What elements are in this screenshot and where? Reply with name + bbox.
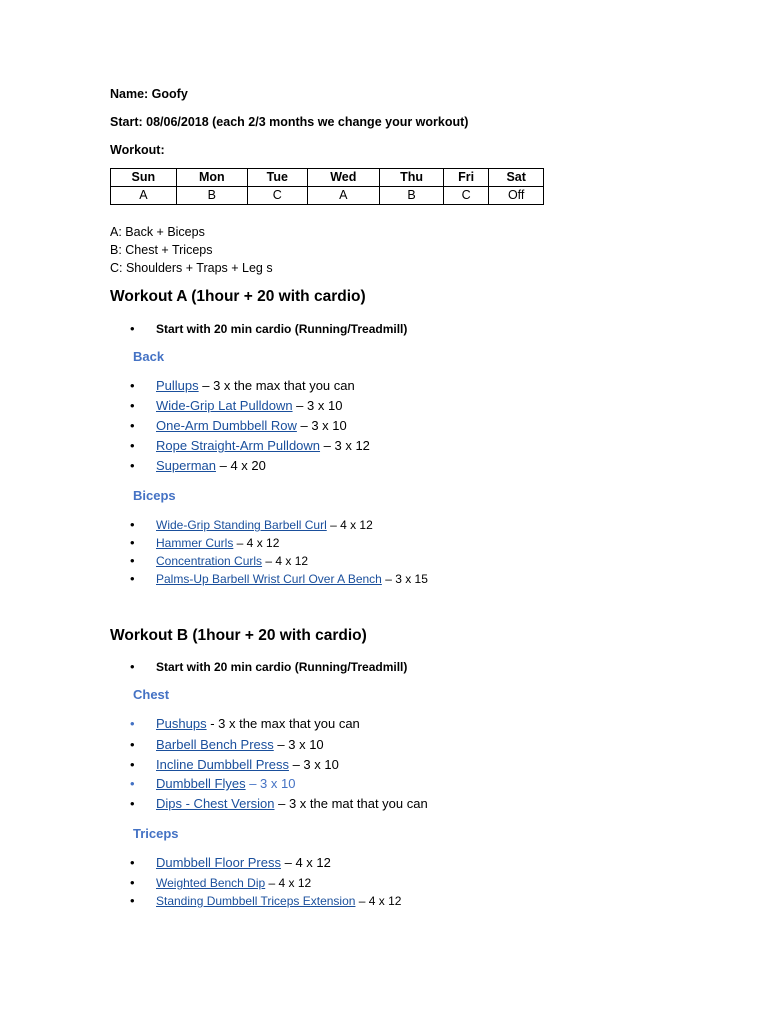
workout-a-cardio: • Start with 20 min cardio (Running/Treadmill) xyxy=(130,321,408,336)
exercise-link[interactable]: Concentration Curls xyxy=(156,554,263,568)
workout-b-heading: Workout B (1hour + 20 with cardio) xyxy=(110,627,367,644)
weekly-schedule-table xyxy=(110,168,544,205)
list-item: • Concentration Curls – 4 x 12 xyxy=(130,553,309,568)
list-item: • Dumbbell Floor Press – 4 x 12 xyxy=(130,855,331,870)
chest-subheading: Chest xyxy=(133,687,170,702)
list-item: • Wide-Grip Lat Pulldown – 3 x 10 xyxy=(130,398,343,413)
name-line: Name: Goofy xyxy=(110,87,188,101)
bullet-icon: • xyxy=(130,716,135,731)
list-item: • Incline Dumbbell Press – 3 x 10 xyxy=(130,757,339,772)
bullet-icon: • xyxy=(130,571,135,586)
exercise-link[interactable]: Wide-Grip Lat Pulldown xyxy=(156,398,293,413)
back-subheading: Back xyxy=(133,349,165,364)
bullet-icon: • xyxy=(130,418,135,433)
plan-cell: C xyxy=(247,187,307,205)
workout-a-heading: Workout A (1hour + 20 with cardio) xyxy=(110,288,366,305)
bullet-icon: • xyxy=(130,378,135,393)
bullet-icon: • xyxy=(130,535,135,550)
exercise-link[interactable]: Superman xyxy=(156,458,216,473)
exercise-link[interactable]: Dips - Chest Version xyxy=(156,796,275,811)
bullet-icon: • xyxy=(130,458,135,473)
bullet-icon: • xyxy=(130,893,135,908)
day-cell: Wed xyxy=(307,169,380,187)
day-cell: Thu xyxy=(380,169,444,187)
legend-b: B: Chest + Triceps xyxy=(110,243,213,257)
bullet-icon: • xyxy=(130,875,135,890)
list-item: • Dumbbell Flyes – 3 x 10 xyxy=(130,776,296,791)
exercise-link[interactable]: Pullups xyxy=(156,378,199,393)
bullet-icon: • xyxy=(130,796,135,811)
plan-cell: Off xyxy=(489,187,544,205)
list-item: • One-Arm Dumbbell Row – 3 x 10 xyxy=(130,418,347,433)
bullet-icon: • xyxy=(130,757,135,772)
exercise-link[interactable]: Palms-Up Barbell Wrist Curl Over A Bench xyxy=(156,572,382,586)
bullet-icon: • xyxy=(130,855,135,870)
bullet-icon: • xyxy=(130,398,135,413)
day-cell: Fri xyxy=(443,169,488,187)
day-cell: Tue xyxy=(247,169,307,187)
schedule-plan-row xyxy=(111,187,544,205)
day-cell: Mon xyxy=(176,169,247,187)
exercise-link[interactable]: Incline Dumbbell Press xyxy=(156,757,289,772)
list-item: • Pushups - 3 x the max that you can xyxy=(130,716,360,731)
workout-label: Workout: xyxy=(110,143,165,157)
exercise-link[interactable]: Standing Dumbbell Triceps Extension xyxy=(156,894,356,908)
day-cell: Sun xyxy=(111,169,177,187)
bullet-icon: • xyxy=(130,553,135,568)
legend-a: A: Back + Biceps xyxy=(110,225,205,239)
exercise-link[interactable]: Wide-Grip Standing Barbell Curl xyxy=(156,518,327,532)
bullet-icon: • xyxy=(130,737,135,752)
bullet-icon: • xyxy=(130,438,135,453)
plan-cell: B xyxy=(176,187,247,205)
list-item: • Palms-Up Barbell Wrist Curl Over A Bench – 3 x 15 xyxy=(130,571,428,586)
exercise-link[interactable]: Pushups xyxy=(156,716,207,731)
biceps-subheading: Biceps xyxy=(133,488,176,503)
legend-c: C: Shoulders + Traps + Leg s xyxy=(110,261,273,275)
bullet-icon: • xyxy=(130,517,135,532)
triceps-subheading: Triceps xyxy=(133,826,179,841)
plan-cell: A xyxy=(111,187,177,205)
list-item: • Superman – 4 x 20 xyxy=(130,458,266,473)
bullet-icon: • xyxy=(130,776,135,791)
list-item: • Hammer Curls – 4 x 12 xyxy=(130,535,280,550)
start-line: Start: 08/06/2018 (each 2/3 months we change your workout) xyxy=(110,115,469,129)
list-item: • Pullups – 3 x the max that you can xyxy=(130,378,355,393)
plan-cell: C xyxy=(443,187,488,205)
exercise-link[interactable]: Dumbbell Flyes xyxy=(156,776,246,791)
exercise-link[interactable]: Rope Straight-Arm Pulldown xyxy=(156,438,321,453)
exercise-link[interactable]: One-Arm Dumbbell Row xyxy=(156,418,297,433)
list-item: • Standing Dumbbell Triceps Extension – 4 x 12 xyxy=(130,893,402,908)
list-item: • Barbell Bench Press – 3 x 10 xyxy=(130,737,324,752)
plan-cell: B xyxy=(380,187,444,205)
list-item: • Wide-Grip Standing Barbell Curl – 4 x 12 xyxy=(130,517,373,532)
plan-cell: A xyxy=(307,187,380,205)
exercise-link[interactable]: Hammer Curls xyxy=(156,536,234,550)
workout-b-cardio: • Start with 20 min cardio (Running/Treadmill) xyxy=(130,659,408,674)
exercise-link[interactable]: Weighted Bench Dip xyxy=(156,876,266,890)
list-item: • Dips - Chest Version – 3 x the mat that you can xyxy=(130,796,428,811)
list-item: • Rope Straight-Arm Pulldown – 3 x 12 xyxy=(130,438,370,453)
day-cell: Sat xyxy=(489,169,544,187)
exercise-link[interactable]: Dumbbell Floor Press xyxy=(156,855,281,870)
list-item: • Weighted Bench Dip – 4 x 12 xyxy=(130,875,312,890)
bullet-icon: • xyxy=(130,659,135,674)
schedule-day-row xyxy=(111,169,544,187)
exercise-link[interactable]: Barbell Bench Press xyxy=(156,737,274,752)
bullet-icon: • xyxy=(130,321,135,336)
